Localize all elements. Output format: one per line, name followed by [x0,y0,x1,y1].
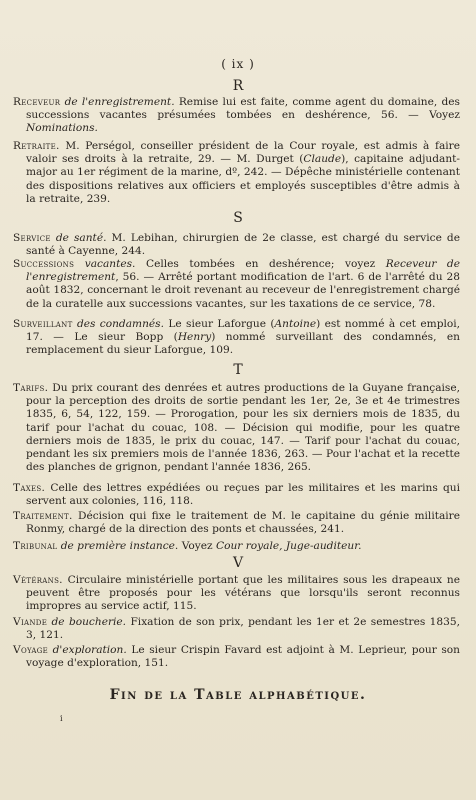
entry-reference: Nominations. [26,122,98,135]
entry-text: Voyez [181,540,213,552]
entry-text: M. Perségol, conseiller président de la Cour royale, est admis à faire valoir ses droits à la retraite, 29. — M. Durget ( [26,140,460,166]
entry-service [13,232,460,258]
entry-name: Antoine [274,318,317,330]
entry-qualifier: de l'enregistrement. [64,96,175,108]
section-heading-v: V [232,555,244,571]
entry-text: Remise lui est faite, comme agent du domaine, des successions vacantes présumées tombées en deshérence, 56. — Voyez [26,96,460,122]
entry-text: Fixation de son prix, pendant les 1er et 2e semestres 1835, 3, 121. [26,616,461,642]
page-number: ( ix ) [221,57,255,71]
entry-text-2: , 56. — Arrêté portant modification de l'art. 6 de l'arrêté du 28 août 1832, concernant le droit revenant au receveur de l'enregistrement chargé de la curatelle aux successions vacantes, sur les taxations de ce service, 78. [26,271,460,310]
section-heading-r: R [232,78,244,94]
closing-line: Fin de la Table alphabétique. [109,687,367,703]
entry-qualifier: de boucherie. [51,616,127,628]
entry-qualifier: de première instance. [60,540,179,552]
entry-text-2: ) est nommé à cet emploi, 17. — Le sieur Bopp ( [26,318,461,344]
entry-head: Taxes. [13,482,46,494]
entry-head: Vétérans. [13,574,63,586]
entry-qualifier: vacantes. [84,258,136,270]
entry-head: Retraite. [13,140,60,152]
entry-head: Successions [13,258,75,270]
entry-head: Voyage [13,644,49,656]
entry-head: Service [13,232,51,244]
entry-head: Surveillant [13,318,73,330]
entry-traitement [13,510,460,536]
entry-retraite [13,140,460,206]
entry-tarifs [13,382,460,474]
entry-receveur [13,96,460,136]
entry-text: Le sieur Laforgue ( [168,318,275,330]
entry-text: Celle des lettres expédiées ou reçues par les militaires et les marins qui servent aux colonies, 116, 118. [26,482,460,508]
entry-voyage [13,644,460,670]
entry-qualifier: des condamnés. [76,318,164,330]
entry-text: M. Lebihan, chirurgien de 2e classe, est chargé du service de santé à Cayenne, 244. [26,232,460,258]
entry-successions [13,258,460,311]
entry-text: Circulaire ministérielle portant que les militaires sous les drapeaux ne peuvent être proposés pour les vétérans que lorsqu'ils seront reconnus impropres au service actif, 115. [26,574,460,613]
section-heading-s: S [233,210,243,226]
entry-viande [13,616,460,642]
entry-taxes [13,482,460,508]
entry-head: Tribunal [13,540,58,552]
entry-text-3: ) nommé surveillant des condamnés, en remplacement du sieur Laforgue, 109. [26,331,460,357]
entry-qualifier: de santé. [55,232,107,244]
entry-text-2: ), capitaine adjudant-major au 1er régiment de la marine, dº, 242. — Dépêche ministérielle contenant des dispositions relatives aux officiers et employés susceptibles d'être admis à la retraite, 239. [26,153,460,205]
entry-tribunal [13,540,460,553]
entry-reference: Cour royale, Juge-auditeur. [215,540,362,552]
entry-reference: Receveur de l'enregistrement [26,258,460,284]
entry-text: Décision qui fixe le traitement de M. le capitaine du génie militaire Ronmy, chargé de la direction des ponts et chaussées, 241. [26,510,461,536]
section-heading-t: T [233,362,243,378]
entry-name-2: Henry [177,331,212,344]
printer-mark: i [60,714,63,723]
entry-head: Traitement. [13,510,73,522]
entry-name: Claude [303,153,342,166]
entry-text: Celles tombées en deshérence; voyez [145,258,376,270]
entry-head: Receveur [13,96,61,108]
entry-head: Tarifs. [13,382,49,394]
entry-surveillant [13,318,460,358]
entry-head: Viande [13,616,48,628]
entry-text: Du prix courant des denrées et autres productions de la Guyane française, pour la perception des droits de sortie pendant les 1er, 2e, 3e et 4e trimestres 1835, 6, 54, 122, 159. — Prorogation, pour les six derniers mois de 1835, du tarif pour l'achat du couac, 108. — Décision qui modifie, pour les quatre derniers mois de 1835, le prix du couac, 147. — Tarif pour l'achat du couac, pendant les six premiers mois de l'année 1836, 263. — Pour l'achat et la recette des planches de grignon, pendant l'année 1836, 265. [26,382,460,474]
entry-qualifier: d'exploration. [52,644,127,656]
entry-text: Le sieur Crispin Favard est adjoint à M. Leprieur, pour son voyage d'exploration, 151. [26,644,461,670]
entry-veterans [13,574,460,614]
